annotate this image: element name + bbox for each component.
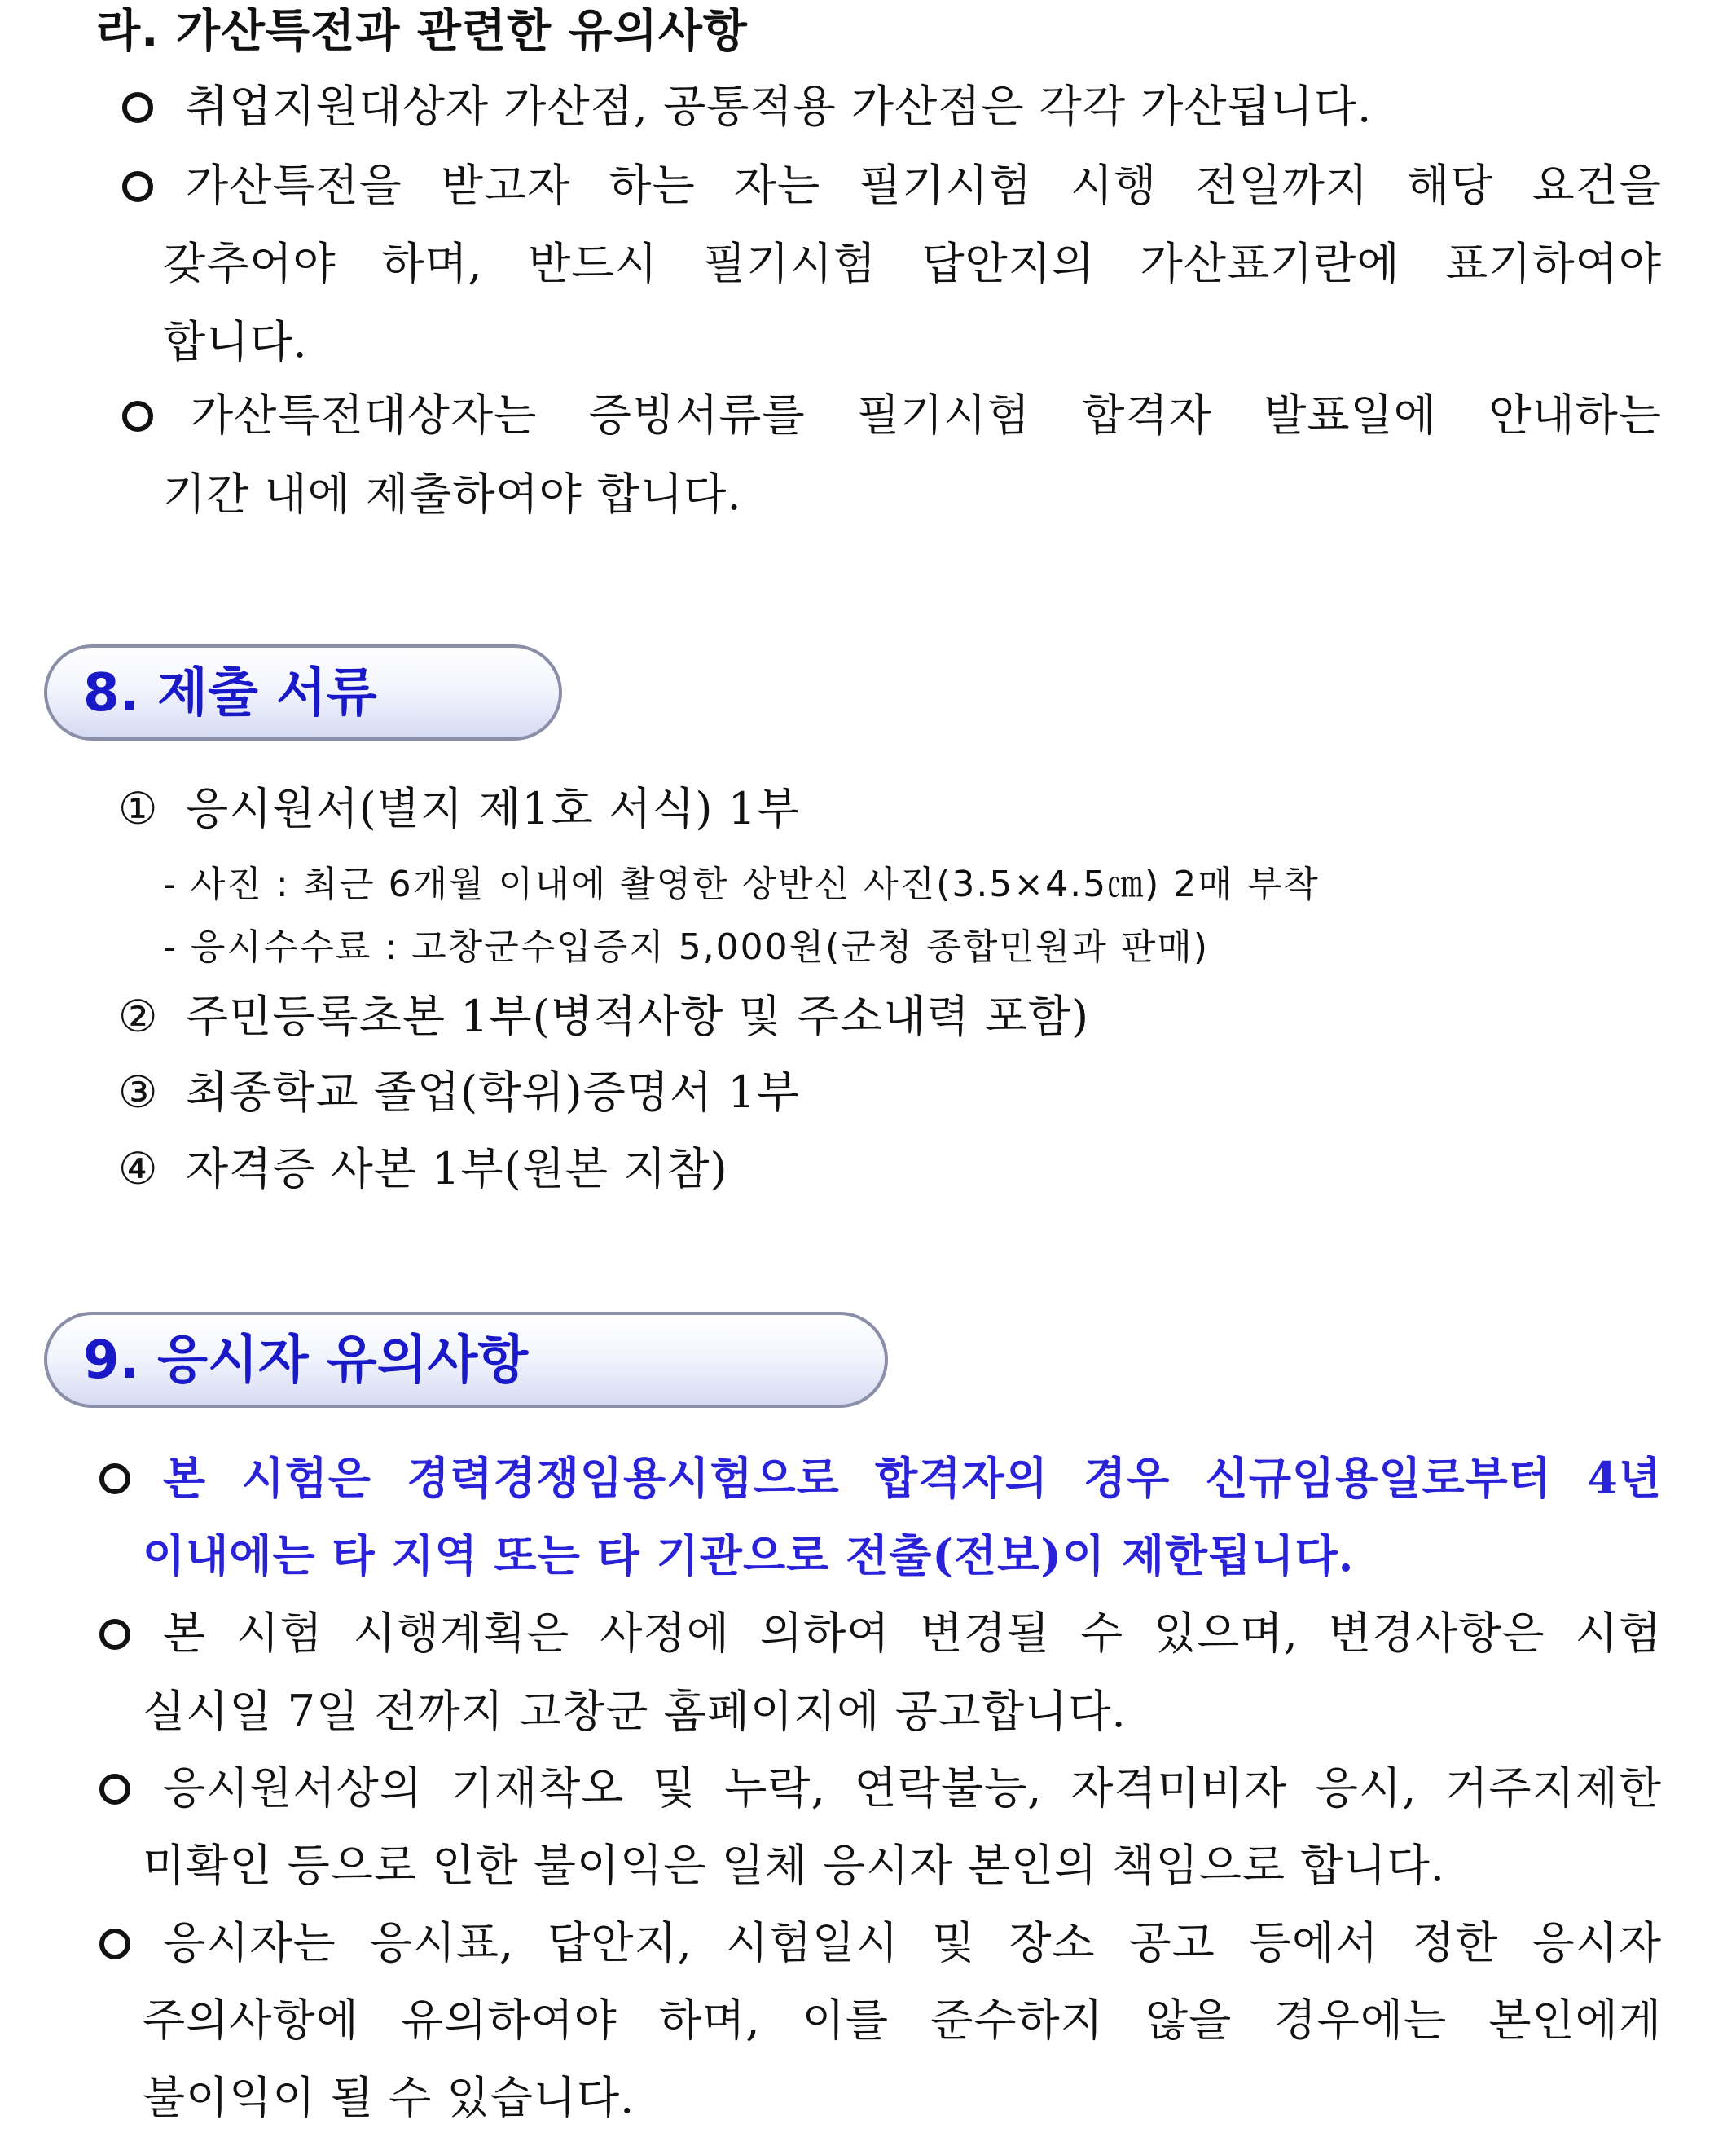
bullet-circle-icon [99,1463,130,1494]
section-9-title: 9. 응시자 유의사항 [83,1330,529,1391]
section-d-item-1-line-1: 취업지원대상자 가산점, 공통적용 가산점은 각각 가산됩니다. [186,81,1373,132]
bullet-circle-icon [99,1774,130,1805]
notice-4-line-2: 주의사항에 유의하여야 하며, 이를 준수하지 않을 경우에는 본인에게 [143,1994,1662,2046]
notice-4-line-1: 응시자는 응시표, 답안지, 시험일시 및 장소 공고 등에서 정한 응시자 [163,1917,1662,1968]
notice-1-line-1: 본 시험은 경력경쟁임용시험으로 합격자의 경우 신규임용일로부터 4년 [163,1452,1662,1504]
section-8-title: 8. 제출 서류 [83,663,377,723]
section-d-item-3-line-2: 기간 내에 제출하여야 합니다. [163,468,742,520]
section-8-header [44,644,562,741]
doc-item-3-marker: ③ [118,1067,159,1118]
doc-item-4-text: 자격증 사본 1부(원본 지참) [186,1143,728,1194]
notice-2-line-1: 본 시험 시행계획은 사정에 의하여 변경될 수 있으며, 변경사항은 시험 [163,1607,1662,1659]
doc-item-2-marker: ② [118,991,159,1042]
notice-3-line-2: 미확인 등으로 인한 불이익은 일체 응시자 본인의 책임으로 합니다. [143,1840,1445,1891]
bullet-circle-icon [122,401,153,432]
bullet-circle-icon [122,92,153,123]
notice-3-line-1: 응시원서상의 기재착오 및 누락, 연락불능, 자격미비자 응시, 거주지제한 [163,1762,1662,1814]
bullet-circle-icon [99,1619,130,1650]
doc-sub-item-photo: - 사진 : 최근 6개월 이내에 촬영한 상반신 사진(3.5×4.5㎝) 2매 부착 [163,864,1320,905]
doc-item-2-text: 주민등록초본 1부(병적사항 및 주소내력 포함) [186,991,1090,1042]
bullet-circle-icon [122,171,153,202]
section-d-item-3-line-1: 가산특전대상자는 증빙서류를 필기시험 합격자 발표일에 안내하는 [191,389,1662,441]
section-d-item-2-line-1: 가산특전을 받고자 하는 자는 필기시험 시행 전일까지 해당 요건을 [186,160,1662,211]
bullet-circle-icon [99,1929,130,1959]
doc-item-4-marker: ④ [118,1143,159,1194]
doc-item-1-text: 응시원서(별지 제1호 서식) 1부 [186,783,801,834]
section-9-header [44,1312,888,1408]
doc-item-3-text: 최종학교 졸업(학위)증명서 1부 [186,1067,800,1118]
notice-2-line-2: 실시일 7일 전까지 고창군 홈페이지에 공고합니다. [143,1686,1127,1737]
doc-item-1-marker: ① [118,783,159,834]
section-d-heading: 라. 가산특전과 관련한 유의사항 [96,5,749,58]
section-d-item-2-line-2: 갖추어야 하며, 반드시 필기시험 답안지의 가산표기란에 표기하여야 [163,238,1662,289]
notice-1-line-2: 이내에는 타 지역 또는 타 기관으로 전출(전보)이 제한됩니다. [143,1529,1355,1581]
section-d-item-2-line-3: 합니다. [163,316,308,367]
notice-4-line-3: 불이익이 될 수 있습니다. [143,2072,635,2123]
doc-sub-item-fee: - 응시수수료 : 고창군수입증지 5,000원(군청 종합민원과 판매) [163,926,1209,968]
